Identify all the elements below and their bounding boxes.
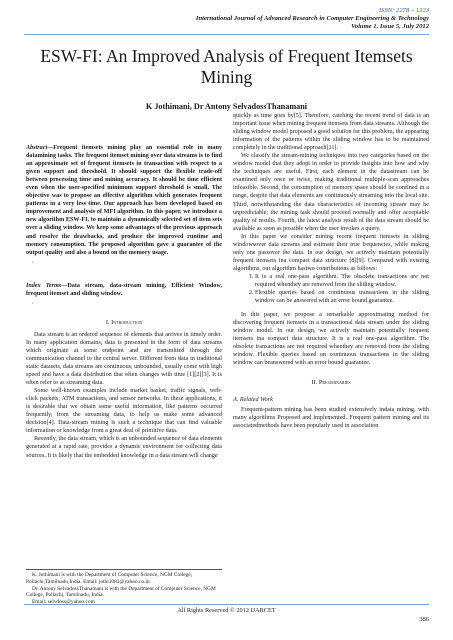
footnote-author1: K. Jothimani is with the Department of Computer Science, NGM College, Pollachi,Tamilnadu,India. Email: jothi1083@yahoo.co.in — [26, 572, 193, 585]
header-rule — [24, 34, 429, 35]
body-paragraph: In this paper, we propose a remarkable approximating method for discovering frequent itemsets in a transactional data stream under the sliding window model. In our design, we actively maintain potentially frequent itemsets ina compact data structure. It is a real one-pass algorithm. The obsolete transactions are not required whenthey are removed from the sliding window. Flexible queries based on continuous transactions in the sliding window can beanswered with an error bound guarantee. — [233, 312, 429, 367]
author-footnote — [26, 569, 222, 606]
index-terms-text: —Data stream, data-stream mining, Efficient Window, frequent itemset and sliding window. — [26, 282, 222, 297]
section-heading-preliminaries: II. Preliminaries — [311, 379, 351, 387]
body-paragraph: In this paper we consider mining recent frequent itemsets in sliding windowsover data streams and estimate their true frequencies, while making only one passover the data. In our design, we actively maintain potentially frequent itemsets ina compact data structure [8][9]. Compared with existing algorithms, our algorithm hastwo contributions as follows: — [233, 233, 429, 272]
intro-paragraph: Some well-known examples include market basket, traffic signals, web-click packets, ATM transactions, and sensor networks. In these applications, it is desirable that we obtain some useful information, like patterns occurred frequently, from the streaming data, to help us make some advanced decision[4]. Data-stream mining is such a technique that can find valuable information or knowledge from a great deal of primitive data. — [26, 388, 222, 435]
header-issn: ISSN: 2278 – 1323 — [378, 7, 429, 14]
index-terms — [26, 282, 222, 298]
index-terms-label: Index Terms — [26, 282, 62, 289]
copyright: All Rights Reserved © 2012 IJARCET — [177, 607, 276, 614]
header-journal: International Journal of Advanced Research in Computer Engineering & Technology — [195, 15, 429, 22]
intro-paragraph: Recently, the data stream, which is an unbounded sequence of data elements generated at a rapid rate, provides a dynamic environment for collecting data sources. It is likely that the embedded knowledge in a data stream will change — [26, 436, 222, 459]
body-paragraph: We classify the stream-mining techniques into two categories based on the window model that they adopt in order to provide insights into how and why the techniques are useful. First, each element in the datastream can be examined only once or twice, making traditional multiple-scan approaches infeasible. Second, the consumption of memory space should be confined in a range, despite that data elements are continuously streaming into the local site. Third, notwithstanding the data characteristics of incoming stream may be unpredictable; the mining task should proceed normally and offer acceptable quality of results. Fourth, the latest analysis result of the data stream should be available as soon as possible when the user invokes a query. — [233, 153, 429, 232]
right-column — [233, 112, 429, 430]
body-paragraph: Frequent-pattern mining has been studied extensively indata mining, with many algorithms Proposed and implemented. Frequent pattern mining and its associatedmethods have been popularly used in association — [233, 406, 429, 429]
list-item: 1. It is a real one-pass algorithm. The obsolete transactions are not required whenthey are removed from the sliding window. — [255, 273, 429, 289]
footnote-email2: Email: selvdoss@yahoo.com — [32, 599, 95, 606]
list-item: 2. Flexible queries based on continuous transactions in the sliding window can be answered with an error bound guarantee. — [255, 289, 429, 305]
paper-authors: K Jothimani, Dr Antony SelvadossThanamani — [145, 102, 308, 111]
subsection-heading-related-work: A. Related Work — [233, 396, 273, 403]
footer-rule — [24, 604, 429, 605]
abstract — [26, 144, 222, 257]
blank-marker: , — [32, 257, 34, 264]
left-column — [26, 144, 222, 460]
page-number: 386 — [419, 616, 429, 623]
blank-marker: , — [32, 298, 34, 305]
paper-title: ESW-FI: An Improved Analysis of Frequent Itemsets Mining — [40, 46, 413, 87]
contribution-list — [233, 273, 429, 305]
footnote-author2: Dr. Antony SelvadossThanamani is with the Department of Computer Science, NGM College, Pollachi, Tamilnadu, India. — [26, 585, 216, 599]
header-volume: Volume 1, Issue 5, July 2012 — [351, 23, 429, 30]
body-paragraph: quickly as time goes by[5]. Therefore, catching the recent trend of data is an important issue when mining frequent itemsets from data streams. Although the sliding window model proposed a good solution for this problem, the appearing information of the patterns within the sliding window has to be maintained completely in the traditional approach[11]. — [233, 113, 429, 152]
intro-paragraph: Data stream is an ordered sequence of elements that arrives in timely order. In many application domains, data is presented in the form of data streams which originate at some endpoint and are transmitted through the communication channel to the central server. Different from data in traditional static datasets, data streams are continuous, unbounded, usually come with high speed and have a data distribution that often changes with time [1][2][3]. It is often refer to as streaming data. — [26, 331, 222, 387]
section-heading-introduction: I. Introduction — [105, 318, 143, 326]
abstract-text: —Frequent itemsets mining play an essential role in many datamining tasks. The frequent itemset mining over data streams is to find an approximate set of frequent itemsets in transaction with respect to a given support and threshold. It should support the flexible trade-off between processing time and mining accuracy. It should be time efficient even when the user-specified minimum support threshold is small. The objective was to propose an effective algorithm which generates frequent patterns in a very less time. Our approach has been developed based on improvement and analysis of MFI algorithm. In this paper, we introduce a new algorithm ESW-FI, to maintain a dynamically selected set of item sets over a sliding window. We keep some advantages of the previous approach and resolve the drawbacks, and produce the improved runtime and memory consumption. The proposed algorithm gave a guarantee of the output quality and also a bound on the memory usage. — [26, 145, 222, 256]
abstract-label: Abstract — [26, 145, 48, 151]
